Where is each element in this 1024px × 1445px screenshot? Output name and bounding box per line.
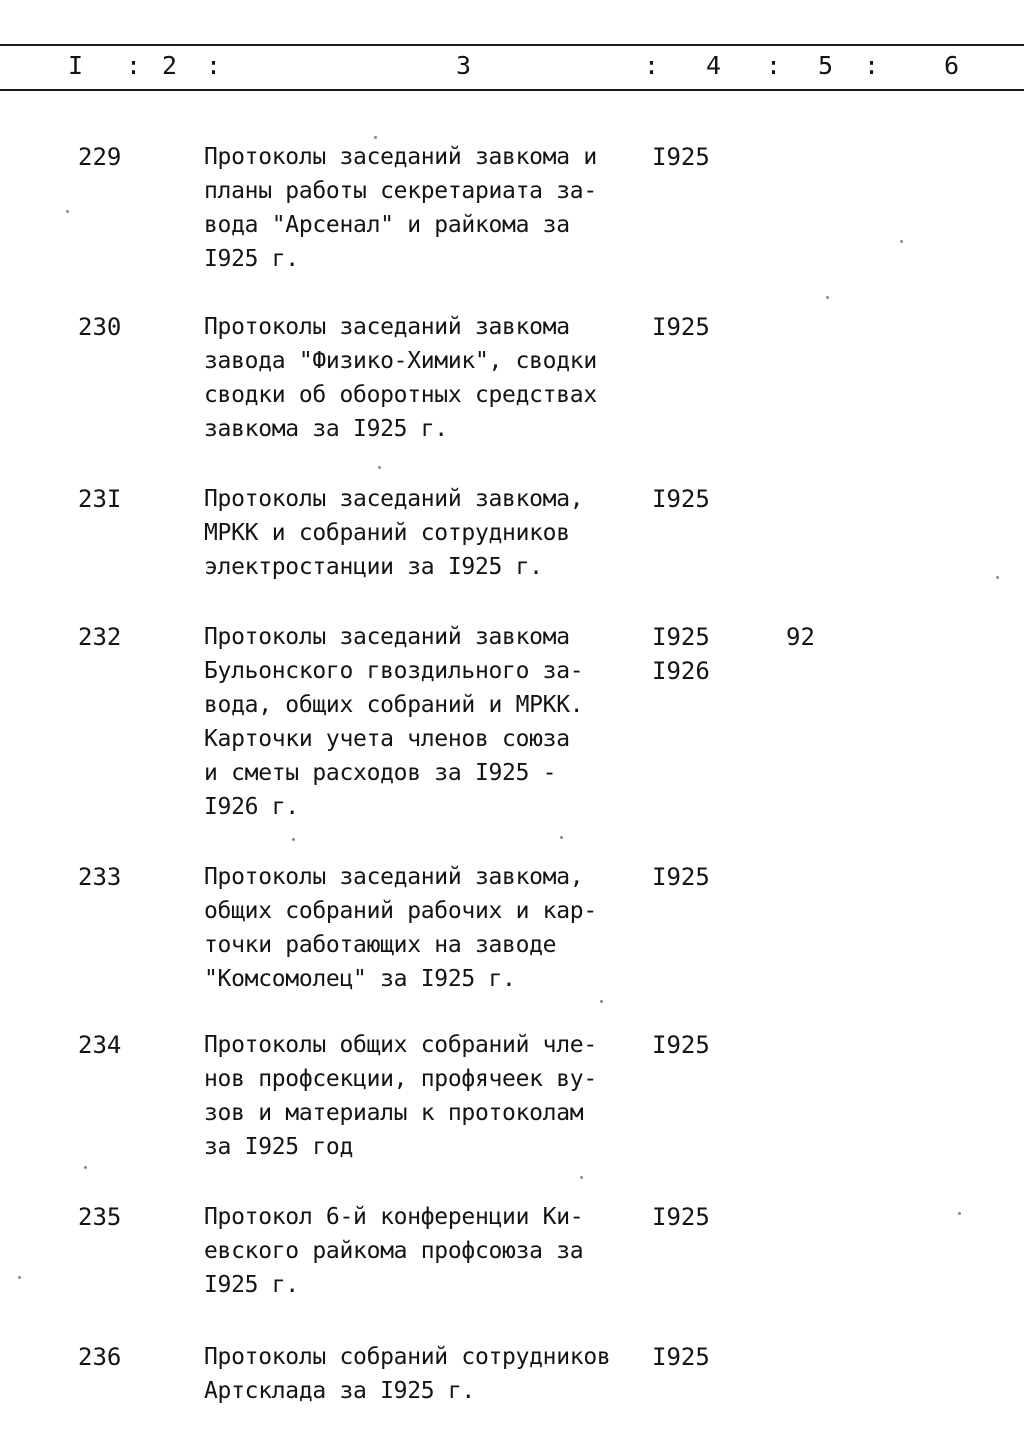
description-line: вода, общих собраний и МРКК.: [204, 692, 584, 718]
description-line: Протоколы заседаний завкома,: [204, 486, 584, 512]
scan-speck: [826, 296, 829, 299]
column-separator: :: [126, 51, 142, 80]
scan-speck: [600, 1000, 603, 1003]
item-number: 229: [78, 143, 122, 171]
description-line: I925 г.: [204, 246, 299, 272]
column-separator: :: [864, 51, 880, 80]
item-description: [204, 310, 634, 446]
year-value: I926: [652, 657, 710, 685]
description-line: Протоколы заседаний завкома: [204, 624, 570, 650]
description-line: Артсклада за I925 г.: [204, 1378, 475, 1404]
scan-speck: [66, 210, 69, 213]
year-value: I925: [652, 1343, 710, 1371]
description-line: вода "Арсенал" и райкома за: [204, 212, 570, 238]
item-number: 236: [78, 1343, 122, 1371]
item-years: [652, 1028, 710, 1062]
scan-speck: [900, 240, 903, 243]
description-line: Протоколы заседаний завкома,: [204, 864, 584, 890]
description-line: Протоколы общих собраний чле-: [204, 1032, 597, 1058]
item-years: [652, 140, 710, 174]
item-sheets-count: 92: [786, 623, 815, 651]
item-number: 235: [78, 1203, 122, 1231]
item-years: [652, 482, 710, 516]
scan-speck: [18, 1276, 21, 1279]
item-description: [204, 140, 634, 276]
column-header-2: 2: [162, 51, 178, 80]
scan-speck: [292, 838, 295, 841]
description-line: зов и материалы к протоколам: [204, 1100, 584, 1126]
description-line: завода "Физико-Химик", сводки: [204, 348, 597, 374]
scan-speck: [580, 1176, 583, 1179]
item-description: [204, 1340, 634, 1408]
description-line: I925 г.: [204, 1272, 299, 1298]
column-separator: :: [766, 51, 782, 80]
item-years: [652, 620, 710, 688]
item-number: 232: [78, 623, 122, 651]
description-line: I926 г.: [204, 794, 299, 820]
column-header-4: 4: [706, 51, 722, 80]
scan-speck: [374, 136, 377, 139]
item-description: [204, 1028, 634, 1164]
description-line: Протоколы собраний сотрудников: [204, 1344, 611, 1370]
description-line: "Комсомолец" за I925 г.: [204, 966, 516, 992]
item-years: [652, 1340, 710, 1374]
item-number: 230: [78, 313, 122, 341]
scan-speck: [84, 1166, 87, 1169]
item-description: [204, 620, 634, 824]
description-line: за I925 год: [204, 1134, 354, 1160]
description-line: электростанции за I925 г.: [204, 554, 543, 580]
description-line: МРКК и собраний сотрудников: [204, 520, 570, 546]
description-line: евского райкома профсоюза за: [204, 1238, 584, 1264]
scan-speck: [996, 576, 999, 579]
item-years: [652, 310, 710, 344]
year-value: I925: [652, 313, 710, 341]
item-years: [652, 1200, 710, 1234]
item-description: [204, 860, 634, 996]
year-value: I925: [652, 1031, 710, 1059]
column-separator: :: [644, 51, 660, 80]
description-line: сводки об оборотных средствах: [204, 382, 597, 408]
description-line: Карточки учета членов союза: [204, 726, 570, 752]
description-line: завкома за I925 г.: [204, 416, 448, 442]
column-header-6: 6: [944, 51, 960, 80]
column-header-3: 3: [456, 51, 472, 80]
item-description: [204, 482, 634, 584]
description-line: и сметы расходов за I925 -: [204, 760, 557, 786]
item-number: 23I: [78, 485, 122, 513]
item-years: [652, 860, 710, 894]
item-description: [204, 1200, 634, 1302]
description-line: Протокол 6-й конференции Ки-: [204, 1204, 584, 1230]
description-line: точки работающих на заводе: [204, 932, 557, 958]
description-line: Протоколы заседаний завкома: [204, 314, 570, 340]
description-line: планы работы секретариата за-: [204, 178, 597, 204]
scan-speck: [958, 1212, 961, 1215]
year-value: I925: [652, 1203, 710, 1231]
column-header-5: 5: [818, 51, 834, 80]
item-number: 233: [78, 863, 122, 891]
description-line: Протоколы заседаний завкома и: [204, 144, 597, 170]
item-number: 234: [78, 1031, 122, 1059]
description-line: нов профсекции, профячеек ву-: [204, 1066, 597, 1092]
column-separator: :: [206, 51, 222, 80]
description-line: Бульонского гвоздильного за-: [204, 658, 584, 684]
column-header-1: I: [68, 51, 84, 80]
scan-speck: [378, 466, 381, 469]
header-top-rule: [0, 44, 1024, 46]
year-value: I925: [652, 485, 710, 513]
year-value: I925: [652, 143, 710, 171]
year-value: I925: [652, 863, 710, 891]
year-value: I925: [652, 623, 710, 651]
scan-speck: [560, 836, 563, 839]
description-line: общих собраний рабочих и кар-: [204, 898, 597, 924]
header-bottom-rule: [0, 89, 1024, 91]
